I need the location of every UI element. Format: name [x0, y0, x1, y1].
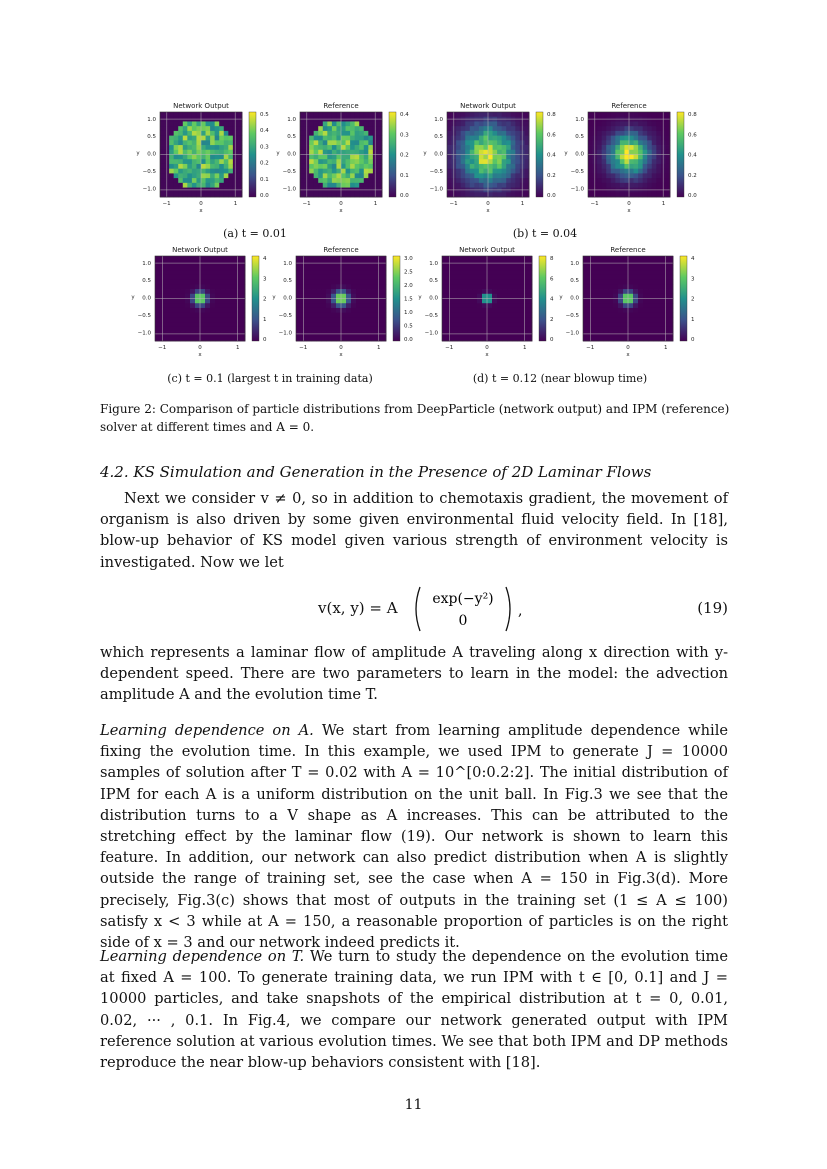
heatmap-2	[447, 112, 529, 197]
paragraph-intro: Next we consider v ≠ 0, so in addition to chemotaxis gradient, the movement of organism is also driven by some given environmental fluid velocity field. In [18], blow-up behavior of KS model given various strength of environment velocity is investigated. Now we let	[100, 490, 728, 571]
paragraph-dependence-a	[100, 720, 728, 953]
x-tick: 1	[664, 345, 668, 351]
figure-2	[0, 0, 827, 400]
svg-text:,: ,	[518, 603, 523, 619]
y-tick: 0.0	[287, 151, 296, 158]
panel-title: Reference	[611, 102, 647, 110]
colorbar-tick: 2	[263, 296, 267, 303]
y-tick: −1.0	[565, 330, 579, 337]
y-tick: 0.5	[142, 278, 151, 285]
y-tick: −1.0	[142, 186, 156, 193]
paragraph-head-t: Learning dependence on T.	[100, 948, 305, 965]
y-tick: 1.0	[434, 116, 443, 123]
y-tick: −1.0	[137, 330, 151, 337]
x-tick: −1	[158, 345, 167, 351]
equation-vector	[410, 585, 610, 633]
colorbar-tick: 0.0	[688, 193, 697, 199]
y-tick: 0.0	[434, 151, 443, 158]
y-tick: 0.0	[429, 295, 438, 302]
page-number: 11	[404, 1097, 423, 1113]
colorbar-tick: 0	[550, 337, 554, 343]
colorbar-tick: 0.1	[400, 172, 409, 179]
y-tick: 0.5	[434, 134, 443, 141]
paragraph-body-t: We turn to study the dependence on the evolution time at fixed A = 100. To generate training data, we run IPM with t ∈ [0, 0.1] and J = 10000 particles, and take snapshots of the empirical distribution at t = 0, 0.01, 0.02, ··· , 0.1. In Fig.4, we compare our network generated output with IPM reference solution at various evolution times. We see that both IPM and DP methods reproduce the near blow-up behaviors consistent with [18].	[100, 948, 729, 1072]
colorbar-tick: 2.0	[404, 283, 413, 289]
colorbar-tick: 0	[263, 337, 267, 343]
y-tick: −0.5	[142, 169, 156, 176]
x-tick: −1	[302, 201, 311, 207]
subcaption-b: (b) t = 0.04	[512, 227, 578, 240]
y-tick: 0.0	[283, 295, 292, 302]
x-tick: 1	[233, 201, 238, 207]
y-tick: −1.0	[429, 186, 443, 193]
y-tick: 0.5	[283, 278, 292, 285]
x-label: x	[626, 352, 630, 358]
colorbar	[677, 112, 684, 197]
colorbar-tick: 0.6	[547, 132, 556, 139]
y-label: y	[564, 150, 568, 157]
figure-caption: Figure 2: Comparison of particle distributions from DeepParticle (network output) and IPM (reference) solver at different times and A = 0.	[100, 402, 730, 434]
x-tick: 0	[198, 345, 202, 351]
colorbar-tick: 4	[263, 256, 267, 262]
colorbar-tick: 0.2	[400, 152, 409, 159]
y-tick: −0.5	[565, 313, 579, 320]
equation-number: (19)	[697, 599, 728, 617]
y-tick: 1.0	[575, 116, 584, 123]
colorbar-tick: 4	[691, 256, 695, 262]
x-label: x	[339, 352, 343, 358]
x-label: x	[339, 208, 343, 214]
y-tick: −0.5	[137, 313, 151, 320]
equation-lhs: v(x, y) = A	[318, 599, 398, 617]
colorbar-tick: 1	[263, 316, 267, 323]
x-label: x	[627, 208, 631, 214]
colorbar-tick: 0.0	[260, 193, 269, 199]
heatmap-7	[583, 256, 673, 341]
panel-title: Network Output	[172, 246, 228, 254]
colorbar-tick: 1.5	[404, 296, 413, 303]
y-tick: 0.5	[287, 134, 296, 141]
colorbar-tick: 0.4	[688, 152, 697, 159]
panel-title: Network Output	[460, 102, 516, 110]
y-tick: 1.0	[429, 260, 438, 267]
colorbar-tick: 3.0	[404, 256, 413, 262]
x-tick: 1	[377, 345, 381, 351]
y-tick: 0.0	[575, 151, 584, 158]
x-tick: 1	[523, 345, 527, 351]
y-label: y	[423, 150, 427, 157]
colorbar-tick: 1	[691, 316, 695, 323]
y-tick: 1.0	[142, 260, 151, 267]
x-tick: 0	[339, 201, 343, 207]
subcaption-d: (d) t = 0.12 (near blowup time)	[472, 372, 648, 385]
x-tick: 0	[339, 345, 343, 351]
x-label: x	[485, 352, 489, 358]
x-tick: 0	[485, 345, 489, 351]
panel-title: Reference	[323, 246, 359, 254]
section-title: 4.2. KS Simulation and Generation in the Presence of 2D Laminar Flows	[100, 463, 652, 481]
x-tick: −1	[162, 201, 171, 207]
colorbar-tick: 0.5	[260, 112, 269, 118]
colorbar	[536, 112, 543, 197]
colorbar-tick: 0.2	[260, 160, 269, 167]
y-tick: 0.0	[142, 295, 151, 302]
equation-19	[100, 585, 728, 633]
equation-top: exp(−y²)	[432, 591, 494, 607]
colorbar	[252, 256, 259, 341]
y-tick: 1.0	[283, 260, 292, 267]
y-tick: −1.0	[282, 186, 296, 193]
y-tick: 1.0	[147, 116, 156, 123]
colorbar-tick: 0.3	[400, 132, 409, 139]
y-tick: −1.0	[570, 186, 584, 193]
paragraph-dependence-t	[100, 946, 728, 1073]
x-tick: 1	[520, 201, 525, 207]
panel-title: Reference	[610, 246, 646, 254]
x-tick: −1	[586, 345, 595, 351]
subcaption-a: (a) t = 0.01	[223, 227, 287, 240]
subcaption-c: (c) t = 0.1 (largest t in training data)	[167, 372, 373, 385]
x-tick: 0	[627, 201, 631, 207]
y-tick: 1.0	[287, 116, 296, 123]
x-label: x	[486, 208, 490, 214]
colorbar	[539, 256, 546, 341]
colorbar-tick: 0.0	[400, 193, 409, 199]
heatmap-3	[588, 112, 670, 197]
paragraph-body-a: We start from learning amplitude dependence while fixing the evolution time. In this example, we used IPM to generate J = 10000 samples of solution after T = 0.02 with A = 10^[0:0.2:2]. The initial distribution of IPM for each A is a uniform distribution on the unit ball. In Fig.3 we see that the distribution turns to a V shape as A increases. This can be attributed to the stretching effect by the laminar flow (19). Our network is shown to learn this feature. In addition, our network can also predict distribution when A is slightly outside the range of training set, see the case when A = 150 in Fig.3(d). More precisely, Fig.3(c) shows that most of outputs in the training set (1 ≤ A ≤ 100) satisfy x < 3 while at A = 150, a reasonable proportion of particles is on the right side of x = 3 and our network indeed predicts it.	[100, 722, 728, 952]
colorbar-tick: 8	[550, 256, 554, 262]
y-tick: −1.0	[278, 330, 292, 337]
colorbar-tick: 0.2	[688, 172, 697, 179]
colorbar-tick: 2.5	[404, 269, 413, 276]
colorbar-tick: 6	[550, 276, 554, 283]
x-tick: −1	[590, 201, 599, 207]
heatmap-0	[160, 112, 242, 197]
colorbar-tick: 0.5	[404, 323, 413, 330]
colorbar-tick: 0.8	[547, 112, 556, 118]
y-label: y	[276, 150, 280, 157]
colorbar-tick: 0.0	[404, 337, 413, 343]
equation-bottom: 0	[458, 613, 468, 629]
y-tick: 0.0	[147, 151, 156, 158]
paragraph-head-a: Learning dependence on A.	[100, 722, 314, 739]
y-tick: −1.0	[424, 330, 438, 337]
paragraph-laminar: which represents a laminar flow of amplitude A traveling along x direction with y-dependent speed. There are two parameters to learn in the model: the advection amplitude A and the evolution time T.	[100, 644, 728, 704]
heatmap-1	[300, 112, 382, 197]
y-label: y	[559, 294, 563, 301]
x-label: x	[199, 208, 203, 214]
colorbar	[389, 112, 396, 197]
x-tick: 0	[626, 345, 630, 351]
x-tick: −1	[299, 345, 308, 351]
x-tick: 1	[236, 345, 240, 351]
y-label: y	[131, 294, 135, 301]
y-tick: 0.5	[570, 278, 579, 285]
colorbar-tick: 0.3	[260, 144, 269, 151]
y-tick: −0.5	[278, 313, 292, 320]
y-tick: −0.5	[570, 169, 584, 176]
x-tick: 1	[661, 201, 666, 207]
colorbar-tick: 3	[691, 276, 695, 283]
heatmap-6	[442, 256, 532, 341]
colorbar-tick: 0.8	[688, 112, 697, 118]
colorbar-tick: 3	[263, 276, 267, 283]
colorbar-tick: 1.0	[404, 310, 413, 316]
heatmap-4	[155, 256, 245, 341]
y-tick: 0.0	[570, 295, 579, 302]
heatmap-5	[296, 256, 386, 341]
x-tick: 1	[373, 201, 378, 207]
colorbar-tick: 2	[691, 296, 695, 303]
y-label: y	[136, 150, 140, 157]
colorbar-tick: 4	[550, 296, 554, 303]
colorbar-tick: 0.4	[547, 152, 556, 159]
y-tick: 0.5	[575, 134, 584, 141]
y-label: y	[272, 294, 276, 301]
x-tick: −1	[449, 201, 458, 207]
y-tick: 0.5	[147, 134, 156, 141]
y-label: y	[418, 294, 422, 301]
colorbar-tick: 0.6	[688, 132, 697, 139]
y-tick: −0.5	[282, 169, 296, 176]
x-tick: 0	[199, 201, 203, 207]
colorbar-tick: 0.1	[260, 176, 269, 183]
colorbar-tick: 0.0	[547, 193, 556, 199]
panel-title: Network Output	[459, 246, 515, 254]
colorbar	[680, 256, 687, 341]
y-tick: −0.5	[429, 169, 443, 176]
colorbar-tick: 0.4	[400, 112, 409, 118]
colorbar-tick: 0.2	[547, 172, 556, 179]
y-tick: 1.0	[570, 260, 579, 267]
colorbar	[393, 256, 400, 341]
colorbar	[249, 112, 256, 197]
x-tick: −1	[445, 345, 454, 351]
panel-title: Network Output	[173, 102, 229, 110]
colorbar-tick: 0.4	[260, 128, 269, 135]
y-tick: −0.5	[424, 313, 438, 320]
panel-title: Reference	[323, 102, 359, 110]
y-tick: 0.5	[429, 278, 438, 285]
x-tick: 0	[486, 201, 490, 207]
x-label: x	[198, 352, 202, 358]
colorbar-tick: 2	[550, 316, 554, 323]
colorbar-tick: 0	[691, 337, 695, 343]
